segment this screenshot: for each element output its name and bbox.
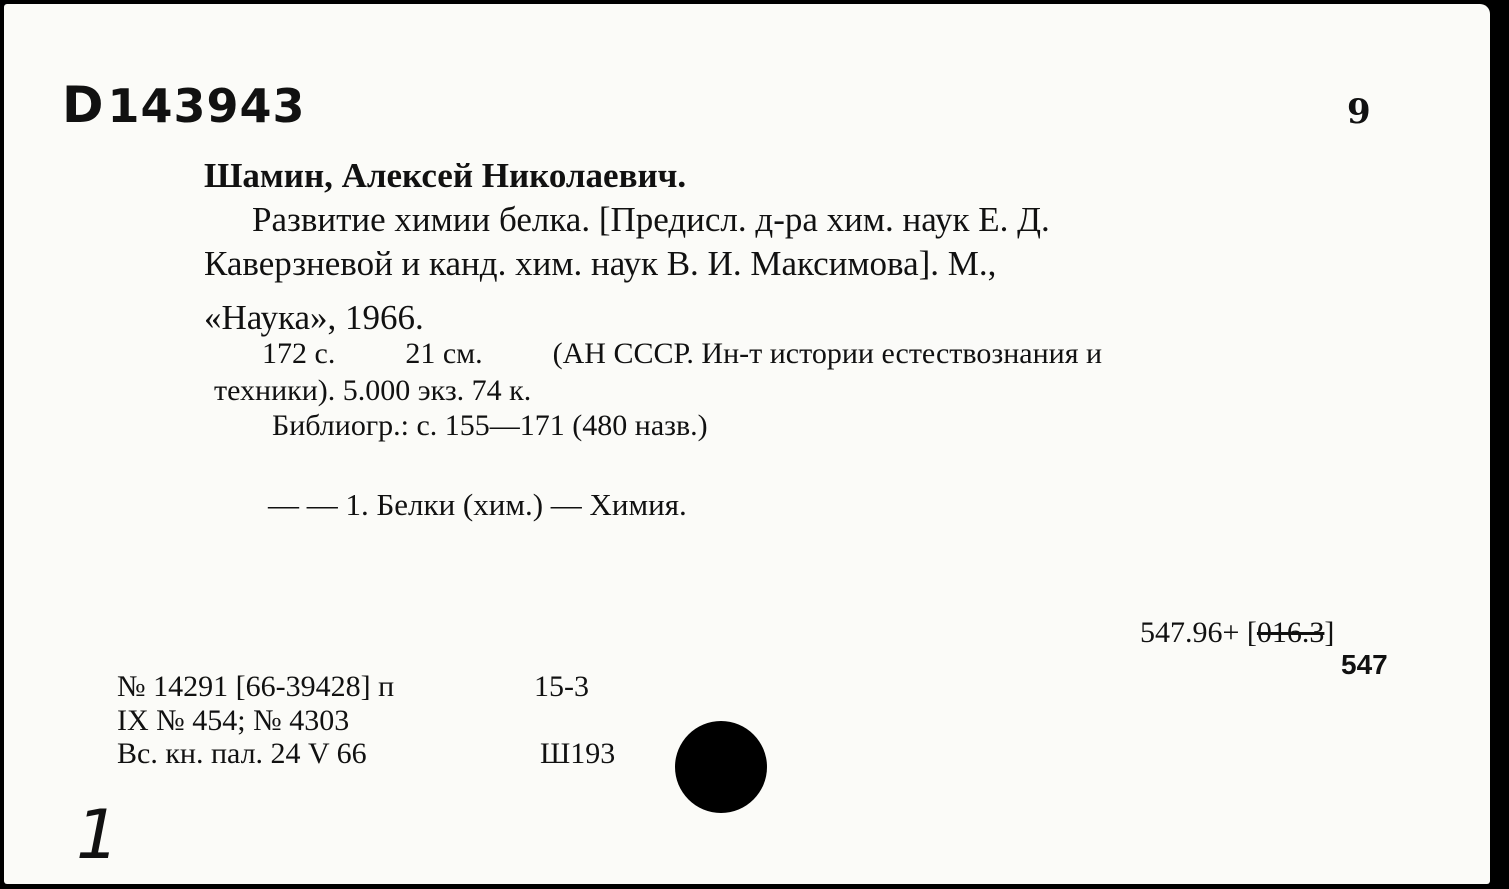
physical-description bbox=[262, 337, 1102, 371]
catalog-card bbox=[4, 4, 1490, 884]
title-line-2: Каверзневой и канд. хим. наук В. И. Максимова]. М., bbox=[204, 244, 997, 283]
corner-number: 9 bbox=[1347, 92, 1371, 132]
footer-line-3: Вс. кн. пал. 24 V 66 bbox=[117, 737, 367, 770]
stamp-letter: D bbox=[62, 76, 108, 134]
series: (АН СССР. Ин-т истории естествознания и bbox=[552, 337, 1103, 370]
udc-replacement: 547 bbox=[1341, 649, 1388, 680]
stamp-number: 143943 bbox=[107, 79, 306, 133]
footer-code-1: 15-3 bbox=[534, 670, 589, 703]
series-continuation: техники). 5.000 экз. 74 к. bbox=[214, 374, 532, 407]
udc-struck: 016.3 bbox=[1256, 616, 1325, 649]
footer-line-1: № 14291 [66-39428] п bbox=[117, 670, 395, 703]
pages: 172 с. bbox=[262, 337, 336, 370]
size: 21 см. bbox=[405, 337, 483, 370]
subject-heading: — — 1. Белки (хим.) — Химия. bbox=[268, 487, 687, 522]
udc-close: ] bbox=[1324, 616, 1335, 649]
punch-hole bbox=[675, 721, 767, 813]
bibliography-note: Библиогр.: с. 155—171 (480 назв.) bbox=[272, 409, 708, 442]
inventory-stamp bbox=[62, 76, 306, 134]
udc-classification bbox=[1140, 616, 1334, 650]
copy-number: 1 bbox=[76, 796, 120, 875]
footer-line-2: IX № 454; № 4303 bbox=[117, 704, 350, 737]
udc-main: 547.96+ [ bbox=[1140, 616, 1257, 649]
title-line-1: Развитие химии белка. [Предисл. д-ра хим. наук Е. Д. bbox=[252, 200, 1050, 239]
footer-code-2: Ш193 bbox=[540, 737, 616, 770]
author-heading: Шамин, Алексей Николаевич. bbox=[204, 156, 687, 195]
title-line-3: «Наука», 1966. bbox=[204, 298, 424, 337]
